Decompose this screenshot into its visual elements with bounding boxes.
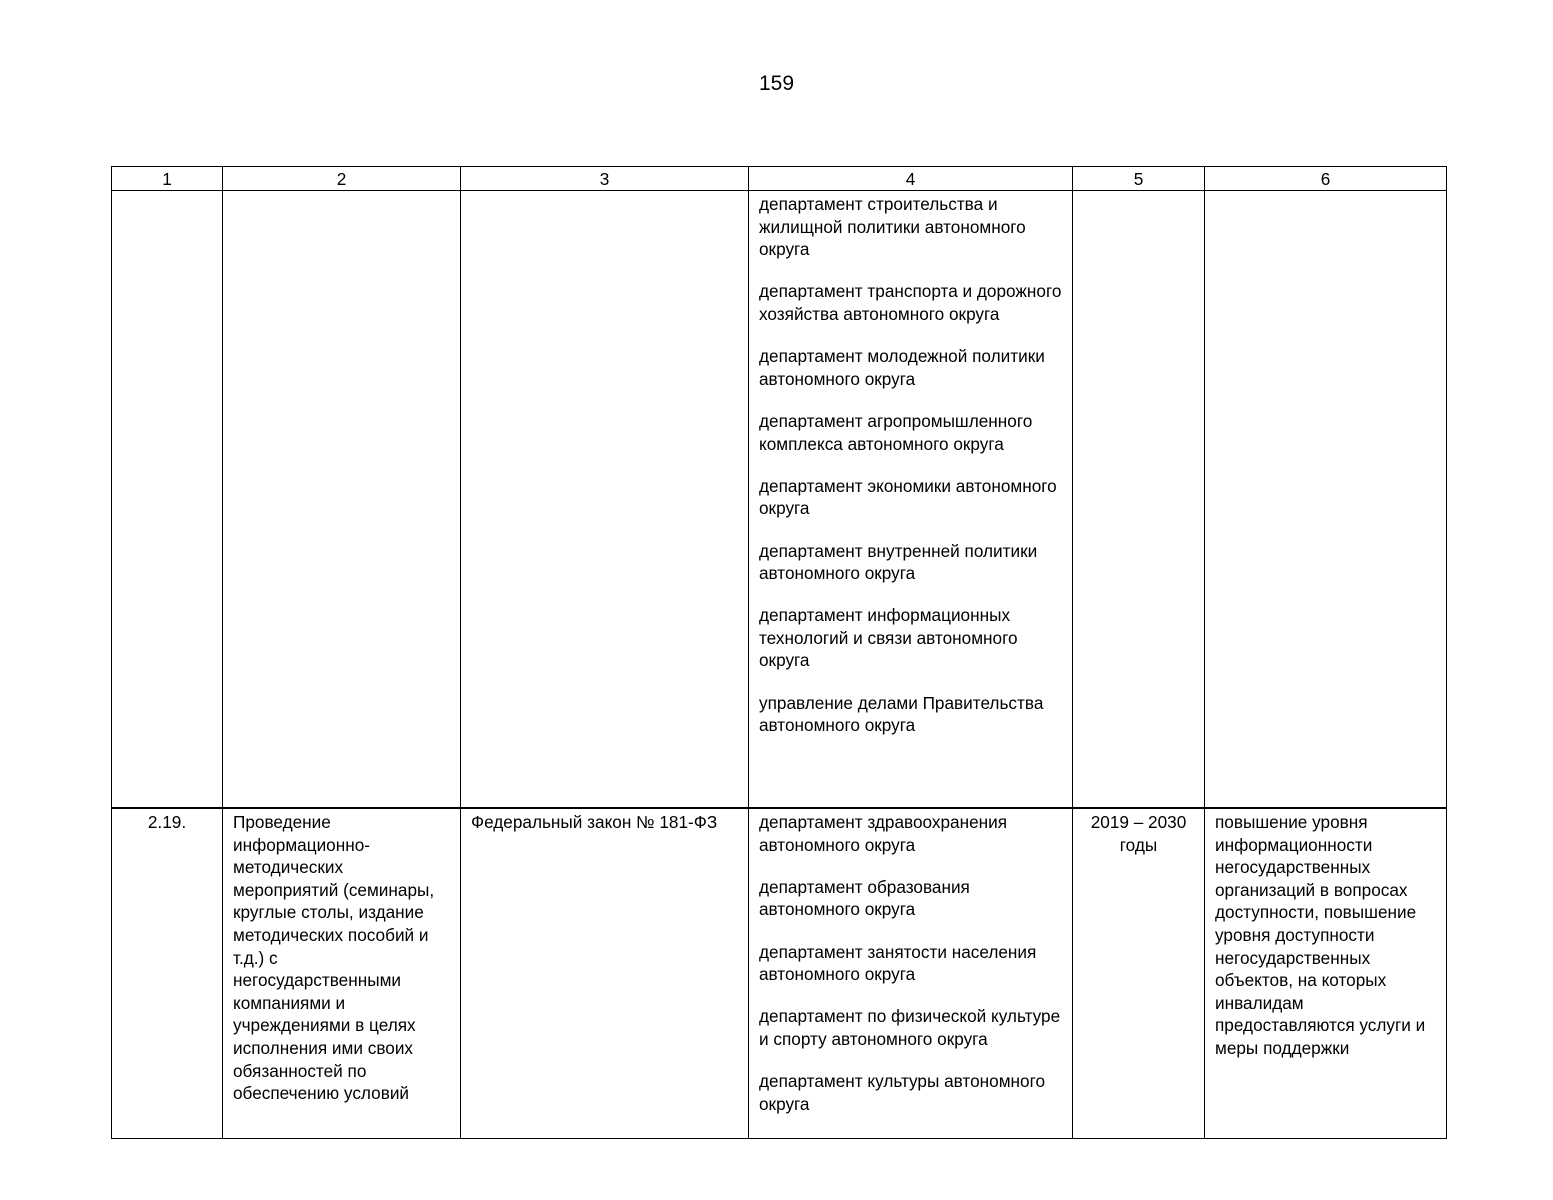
responsible-department: департамент образования автономного округа bbox=[759, 876, 970, 920]
responsible-department: департамент внутренней политики автономного округа bbox=[759, 540, 1038, 584]
measures-table bbox=[111, 166, 1447, 1139]
responsible-department: департамент занятости населения автономного округа bbox=[759, 941, 1037, 985]
cell-period bbox=[1073, 191, 1205, 809]
responsible-department: департамент по физической культуре и спорту автономного округа bbox=[759, 1006, 1061, 1049]
cell-result bbox=[1205, 808, 1447, 1139]
cell-activity bbox=[223, 191, 461, 809]
cell-responsible bbox=[749, 808, 1073, 1139]
cell-basis bbox=[461, 191, 749, 809]
responsible-department: департамент культуры автономного округа bbox=[759, 1071, 1046, 1114]
activity-text: Проведение информационно-методических мероприятий (семинары, круглые столы, издание методических пособий и т.д.) с негосударственными компаниями и учреждениями в целях исполнения ими своих обязанностей по обеспечению условий bbox=[233, 812, 435, 1104]
cell-result bbox=[1205, 191, 1447, 809]
table-header-row bbox=[112, 167, 1447, 191]
column-header-3: 3 bbox=[461, 167, 749, 191]
cell-basis bbox=[461, 808, 749, 1139]
cell-number bbox=[112, 191, 223, 809]
column-header-5: 5 bbox=[1073, 167, 1205, 191]
table-row-continuation bbox=[112, 191, 1447, 809]
responsible-department: департамент строительства и жилищной политики автономного округа bbox=[759, 194, 1026, 260]
responsible-department: департамент информационных технологий и связи автономного округа bbox=[759, 605, 1018, 671]
responsible-department: департамент экономики автономного округа bbox=[759, 475, 1057, 519]
responsible-department: департамент молодежной политики автономного округа bbox=[759, 346, 1045, 389]
column-header-1: 1 bbox=[112, 167, 223, 191]
page-number: 159 bbox=[758, 72, 795, 95]
cell-activity bbox=[223, 808, 461, 1139]
responsible-department: департамент транспорта и дорожного хозяйства автономного округа bbox=[759, 281, 1062, 324]
period-text: 2019 – 2030 годы bbox=[1090, 812, 1187, 855]
column-header-2: 2 bbox=[223, 167, 461, 191]
responsible-department: департамент здравоохранения автономного округа bbox=[759, 812, 1008, 855]
basis-text: Федеральный закон № 181-ФЗ bbox=[471, 812, 718, 832]
responsible-department: департамент агропромышленного комплекса автономного округа bbox=[759, 410, 1033, 454]
cell-responsible bbox=[749, 191, 1073, 809]
responsible-department: управление делами Правительства автономного округа bbox=[759, 692, 1044, 736]
result-text: повышение уровня информационности негосударственных организаций в вопросах доступности, повышение уровня доступности негосударственных объектов, на которых инвалидам предоставляются услуги и меры поддержки bbox=[1215, 812, 1426, 1058]
cell-number: 2.19. bbox=[112, 808, 223, 1139]
cell-period bbox=[1073, 808, 1205, 1139]
column-header-6: 6 bbox=[1205, 167, 1447, 191]
column-header-4: 4 bbox=[749, 167, 1073, 191]
table-row-2-19 bbox=[112, 808, 1447, 1139]
